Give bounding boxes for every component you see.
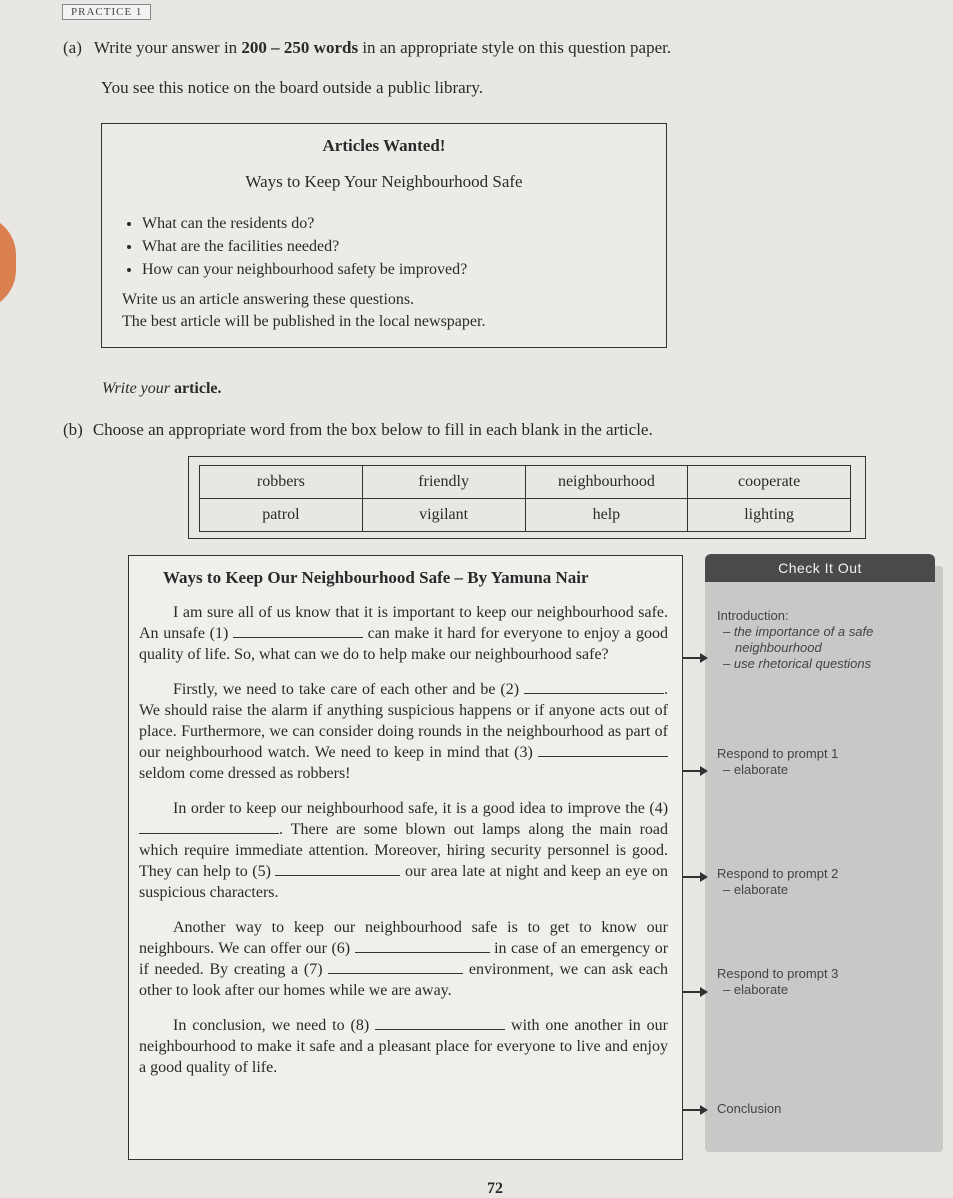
article-paragraph-1 [129, 602, 682, 665]
write-prompt [102, 380, 222, 398]
question-a-word-count: 200 – 250 words [241, 38, 359, 57]
tip-prompt-1-title: Respond to prompt 1 [717, 746, 839, 761]
article-p3-num5: (5) [252, 863, 271, 880]
notice-closing-1: Write us an article answering these questions. [122, 291, 415, 308]
write-prompt-italic: Write your [102, 380, 170, 397]
tip-intro-1b: neighbourhood [735, 640, 822, 655]
intro-text: You see this notice on the board outside a public library. [101, 78, 483, 97]
word-cell: lighting [688, 499, 851, 532]
word-cell: robbers [200, 466, 363, 499]
word-row [200, 499, 851, 532]
notice-box [101, 123, 667, 348]
article-p3-c: our area late at night and keep an eye on suspicious characters. [139, 863, 668, 901]
article-paragraph-3 [129, 798, 682, 903]
tip-prompt-2 [717, 866, 838, 898]
check-it-out-header: Check It Out [705, 554, 935, 582]
tip-prompt-2-sub: – elaborate [723, 882, 789, 897]
blank-3[interactable] [538, 743, 668, 757]
article-p3-num4: (4) [649, 800, 669, 817]
tip-intro-2: – use rhetorical questions [723, 656, 872, 671]
word-cell: patrol [200, 499, 363, 532]
tip-prompt-1-sub: – elaborate [723, 762, 789, 777]
tip-prompt-3-title: Respond to prompt 3 [717, 966, 839, 981]
arrow-right-icon [683, 651, 711, 665]
arrow-right-icon [683, 1103, 711, 1117]
article-p4-num7: (7) [303, 961, 323, 978]
blank-8[interactable] [375, 1016, 505, 1030]
article-p2-c: seldom come dressed as robbers! [139, 765, 351, 782]
notice-bullet: • What can the residents do? [142, 212, 666, 235]
blank-4[interactable] [139, 820, 279, 834]
write-prompt-bold: article. [174, 380, 222, 397]
word-cell: friendly [362, 466, 525, 499]
tip-conclusion [717, 1101, 781, 1117]
blank-2[interactable] [524, 680, 664, 694]
question-a-label: (a) [63, 38, 82, 57]
notice-closing-2: The best article will be published in the local newspaper. [122, 313, 486, 330]
notice-bullet: • What are the facilities needed? [142, 235, 666, 258]
tip-prompt-2-title: Respond to prompt 2 [717, 866, 839, 881]
word-table [199, 465, 851, 532]
blank-1[interactable] [233, 624, 363, 638]
article-paragraph-4 [129, 917, 682, 1001]
article-p2-b: . We should raise the alarm if anything suspicious happens or if anyone acts out of place. Furthermore, we can consider doing rounds in the neighbourhood as part of our neighbourhood watch. We need to keep in mind that [139, 681, 669, 761]
article-p4-a: Another way to keep our neighbourhood safe is to get to know our neighbours. We can offer our [139, 919, 668, 957]
article-box [128, 555, 683, 1160]
question-a-text-start: Write your answer in [93, 38, 242, 57]
question-b-text: Choose an appropriate word from the box below to fill in each blank in the article. [92, 420, 653, 439]
article-p3-b: . There are some blown out lamps along the main road which require immediate attention. Moreover, hiring security personnel is good. They can help to [139, 821, 668, 880]
question-b [63, 420, 653, 440]
page-number: 72 [487, 1180, 503, 1197]
article-title: Ways to Keep Our Neighbourhood Safe – By Yamuna Nair [163, 568, 589, 587]
notice-title: Articles Wanted! [322, 136, 446, 155]
article-p4-c: environment, we can ask each other to look after our homes while we are away. [139, 961, 669, 999]
word-row [200, 466, 851, 499]
word-cell: help [525, 499, 688, 532]
question-a [63, 38, 671, 58]
arrow-right-icon [683, 870, 711, 884]
article-p3-a: In order to keep our neighbourhood safe, it is a good idea to improve the [173, 800, 645, 817]
tip-prompt-1 [717, 746, 838, 778]
arrow-right-icon [683, 764, 711, 778]
notice-bullet: • How can your neighbourhood safety be improved? [142, 258, 666, 281]
article-p5-num8: (8) [350, 1017, 370, 1034]
practice-tag: PRACTICE 1 [62, 4, 151, 20]
article-p4-num6: (6) [331, 940, 351, 957]
article-p2-num3: (3) [514, 744, 533, 761]
notice-bullets [102, 212, 666, 281]
finger-shadow [0, 215, 16, 310]
article-paragraph-2 [129, 679, 682, 784]
blank-7[interactable] [328, 960, 463, 974]
word-box [188, 456, 866, 539]
word-cell: cooperate [688, 466, 851, 499]
article-p4-b: in case of an emergency or if needed. By creating a [139, 940, 669, 978]
article-p2-a: Firstly, we need to take care of each other and be [173, 681, 496, 698]
question-b-label: (b) [63, 420, 83, 439]
blank-6[interactable] [355, 939, 490, 953]
tip-intro-title: Introduction: [717, 608, 789, 623]
check-it-out-panel [705, 560, 943, 1152]
word-cell: neighbourhood [525, 466, 688, 499]
notice-subtitle: Ways to Keep Your Neighbourhood Safe [245, 172, 523, 191]
tip-prompt-3 [717, 966, 838, 998]
article-paragraph-5 [129, 1015, 682, 1078]
word-cell: vigilant [362, 499, 525, 532]
article-p5-b: with one another in our neighbourhood to make it safe and a pleasant place for everyone to live and enjoy a good quality of life. [139, 1017, 669, 1076]
article-p5-a: In conclusion, we need to [173, 1017, 345, 1034]
article-p1-a: I am sure all of us know that it is important to keep our neighbourhood safe. An unsafe (1) [139, 604, 668, 642]
tip-introduction [717, 608, 873, 672]
tip-intro-1: – the importance of a safe [723, 624, 874, 639]
tip-conclusion-title: Conclusion [717, 1101, 782, 1116]
article-p1-b: can make it hard for everyone to enjoy a good quality of life. So, what can we do to help make our neighbourhood safe? [139, 625, 669, 663]
blank-5[interactable] [275, 862, 400, 876]
tip-prompt-3-sub: – elaborate [723, 982, 789, 997]
question-a-text-end: in an appropriate style on this question paper. [358, 38, 672, 57]
article-p2-num: (2) [500, 681, 520, 698]
arrow-right-icon [683, 985, 711, 999]
